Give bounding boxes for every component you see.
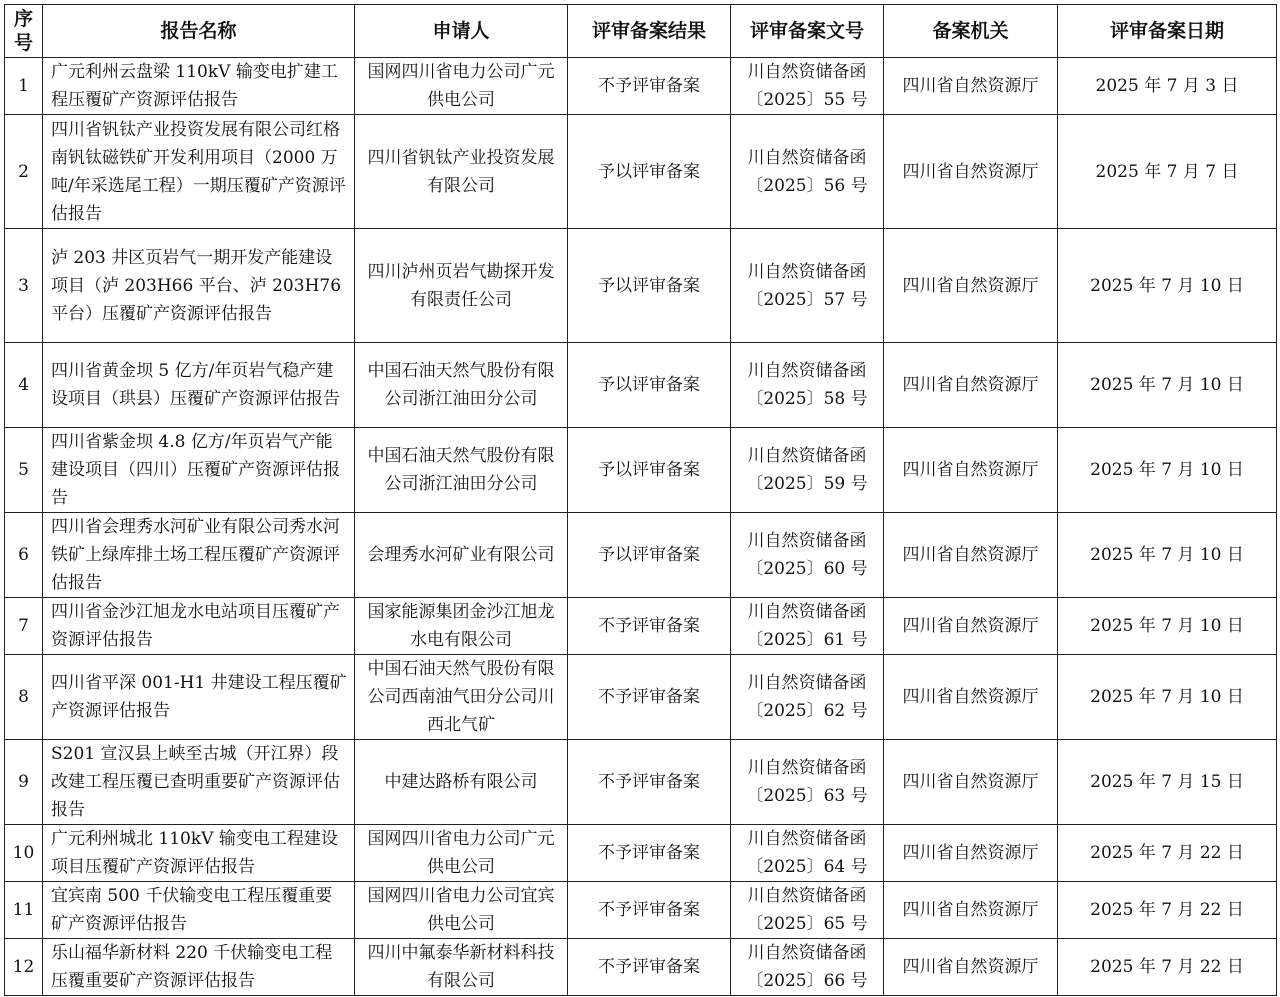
doc-number-cell: 川自然资储备函〔2025〕60 号 — [731, 513, 884, 598]
authority-cell: 四川省自然资源厅 — [884, 939, 1058, 996]
row-index: 4 — [5, 343, 43, 428]
header-doc-number: 评审备案文号 — [731, 5, 884, 58]
date-cell: 2025 年 7 月 7 日 — [1058, 115, 1277, 229]
report-name-cell: 宜宾南 500 千伏输变电工程压覆重要矿产资源评估报告 — [43, 882, 355, 939]
result-cell: 不予评审备案 — [568, 825, 731, 882]
row-index: 10 — [5, 825, 43, 882]
doc-number-cell: 川自然资储备函〔2025〕56 号 — [731, 115, 884, 229]
report-name-cell: 乐山福华新材料 220 千伏输变电工程压覆重要矿产资源评估报告 — [43, 939, 355, 996]
result-cell: 予以评审备案 — [568, 343, 731, 428]
result-cell: 不予评审备案 — [568, 655, 731, 740]
table-row — [5, 115, 1277, 229]
record-table-container — [4, 4, 1276, 996]
report-name-cell: 四川省钒钛产业投资发展有限公司红格南钒钛磁铁矿开发利用项目（2000 万吨/年采选尾工程）一期压覆矿产资源评估报告 — [43, 115, 355, 229]
applicant-cell: 国网四川省电力公司广元供电公司 — [355, 58, 568, 115]
applicant-cell: 国网四川省电力公司宜宾供电公司 — [355, 882, 568, 939]
report-name-cell: 泸 203 井区页岩气一期开发产能建设项目（泸 203H66 平台、泸 203H76 平台）压覆矿产资源评估报告 — [43, 229, 355, 343]
date-cell: 2025 年 7 月 3 日 — [1058, 58, 1277, 115]
applicant-cell: 中建达路桥有限公司 — [355, 740, 568, 825]
date-cell: 2025 年 7 月 22 日 — [1058, 825, 1277, 882]
report-name-cell: 四川省紫金坝 4.8 亿方/年页岩气产能建设项目（四川）压覆矿产资源评估报告 — [43, 428, 355, 513]
applicant-cell: 中国石油天然气股份有限公司浙江油田分公司 — [355, 343, 568, 428]
authority-cell: 四川省自然资源厅 — [884, 229, 1058, 343]
result-cell: 予以评审备案 — [568, 513, 731, 598]
table-row — [5, 740, 1277, 825]
doc-number-cell: 川自然资储备函〔2025〕61 号 — [731, 598, 884, 655]
table-row — [5, 939, 1277, 996]
authority-cell: 四川省自然资源厅 — [884, 115, 1058, 229]
header-applicant: 申请人 — [355, 5, 568, 58]
filing-record-table — [4, 4, 1277, 996]
applicant-cell: 中国石油天然气股份有限公司西南油气田分公司川西北气矿 — [355, 655, 568, 740]
doc-number-cell: 川自然资储备函〔2025〕58 号 — [731, 343, 884, 428]
report-name-cell: 四川省黄金坝 5 亿方/年页岩气稳产建设项目（珙县）压覆矿产资源评估报告 — [43, 343, 355, 428]
header-authority: 备案机关 — [884, 5, 1058, 58]
applicant-cell: 国网四川省电力公司广元供电公司 — [355, 825, 568, 882]
result-cell: 不予评审备案 — [568, 939, 731, 996]
row-index: 3 — [5, 229, 43, 343]
table-row — [5, 58, 1277, 115]
table-row — [5, 229, 1277, 343]
header-index: 序号 — [5, 5, 43, 58]
row-index: 6 — [5, 513, 43, 598]
row-index: 12 — [5, 939, 43, 996]
table-header-row — [5, 5, 1277, 58]
doc-number-cell: 川自然资储备函〔2025〕57 号 — [731, 229, 884, 343]
row-index: 11 — [5, 882, 43, 939]
authority-cell: 四川省自然资源厅 — [884, 428, 1058, 513]
result-cell: 不予评审备案 — [568, 598, 731, 655]
header-report-name: 报告名称 — [43, 5, 355, 58]
row-index: 7 — [5, 598, 43, 655]
result-cell: 不予评审备案 — [568, 740, 731, 825]
date-cell: 2025 年 7 月 10 日 — [1058, 513, 1277, 598]
date-cell: 2025 年 7 月 22 日 — [1058, 939, 1277, 996]
authority-cell: 四川省自然资源厅 — [884, 655, 1058, 740]
doc-number-cell: 川自然资储备函〔2025〕63 号 — [731, 740, 884, 825]
authority-cell: 四川省自然资源厅 — [884, 58, 1058, 115]
header-date: 评审备案日期 — [1058, 5, 1277, 58]
row-index: 9 — [5, 740, 43, 825]
result-cell: 予以评审备案 — [568, 115, 731, 229]
authority-cell: 四川省自然资源厅 — [884, 882, 1058, 939]
table-row — [5, 343, 1277, 428]
table-row — [5, 825, 1277, 882]
date-cell: 2025 年 7 月 10 日 — [1058, 229, 1277, 343]
applicant-cell: 会理秀水河矿业有限公司 — [355, 513, 568, 598]
date-cell: 2025 年 7 月 10 日 — [1058, 655, 1277, 740]
result-cell: 予以评审备案 — [568, 229, 731, 343]
result-cell: 予以评审备案 — [568, 428, 731, 513]
report-name-cell: 广元利州城北 110kV 输变电工程建设项目压覆矿产资源评估报告 — [43, 825, 355, 882]
doc-number-cell: 川自然资储备函〔2025〕65 号 — [731, 882, 884, 939]
table-row — [5, 513, 1277, 598]
date-cell: 2025 年 7 月 10 日 — [1058, 343, 1277, 428]
report-name-cell: 广元利州云盘梁 110kV 输变电扩建工程压覆矿产资源评估报告 — [43, 58, 355, 115]
applicant-cell: 国家能源集团金沙江旭龙水电有限公司 — [355, 598, 568, 655]
authority-cell: 四川省自然资源厅 — [884, 740, 1058, 825]
date-cell: 2025 年 7 月 22 日 — [1058, 882, 1277, 939]
authority-cell: 四川省自然资源厅 — [884, 513, 1058, 598]
doc-number-cell: 川自然资储备函〔2025〕62 号 — [731, 655, 884, 740]
doc-number-cell: 川自然资储备函〔2025〕66 号 — [731, 939, 884, 996]
date-cell: 2025 年 7 月 10 日 — [1058, 598, 1277, 655]
report-name-cell: 四川省会理秀水河矿业有限公司秀水河铁矿上绿库排土场工程压覆矿产资源评估报告 — [43, 513, 355, 598]
result-cell: 不予评审备案 — [568, 58, 731, 115]
header-result: 评审备案结果 — [568, 5, 731, 58]
date-cell: 2025 年 7 月 15 日 — [1058, 740, 1277, 825]
authority-cell: 四川省自然资源厅 — [884, 825, 1058, 882]
applicant-cell: 四川中氟泰华新材料科技有限公司 — [355, 939, 568, 996]
row-index: 2 — [5, 115, 43, 229]
applicant-cell: 中国石油天然气股份有限公司浙江油田分公司 — [355, 428, 568, 513]
applicant-cell: 四川省钒钛产业投资发展有限公司 — [355, 115, 568, 229]
row-index: 8 — [5, 655, 43, 740]
report-name-cell: 四川省平深 001-H1 井建设工程压覆矿产资源评估报告 — [43, 655, 355, 740]
table-row — [5, 428, 1277, 513]
table-row — [5, 655, 1277, 740]
authority-cell: 四川省自然资源厅 — [884, 343, 1058, 428]
date-cell: 2025 年 7 月 10 日 — [1058, 428, 1277, 513]
report-name-cell: 四川省金沙江旭龙水电站项目压覆矿产资源评估报告 — [43, 598, 355, 655]
table-row — [5, 882, 1277, 939]
row-index: 5 — [5, 428, 43, 513]
row-index: 1 — [5, 58, 43, 115]
result-cell: 不予评审备案 — [568, 882, 731, 939]
applicant-cell: 四川泸州页岩气勘探开发有限责任公司 — [355, 229, 568, 343]
authority-cell: 四川省自然资源厅 — [884, 598, 1058, 655]
doc-number-cell: 川自然资储备函〔2025〕55 号 — [731, 58, 884, 115]
doc-number-cell: 川自然资储备函〔2025〕59 号 — [731, 428, 884, 513]
table-row — [5, 598, 1277, 655]
doc-number-cell: 川自然资储备函〔2025〕64 号 — [731, 825, 884, 882]
report-name-cell: S201 宣汉县上峡至古城（开江界）段改建工程压覆已查明重要矿产资源评估报告 — [43, 740, 355, 825]
